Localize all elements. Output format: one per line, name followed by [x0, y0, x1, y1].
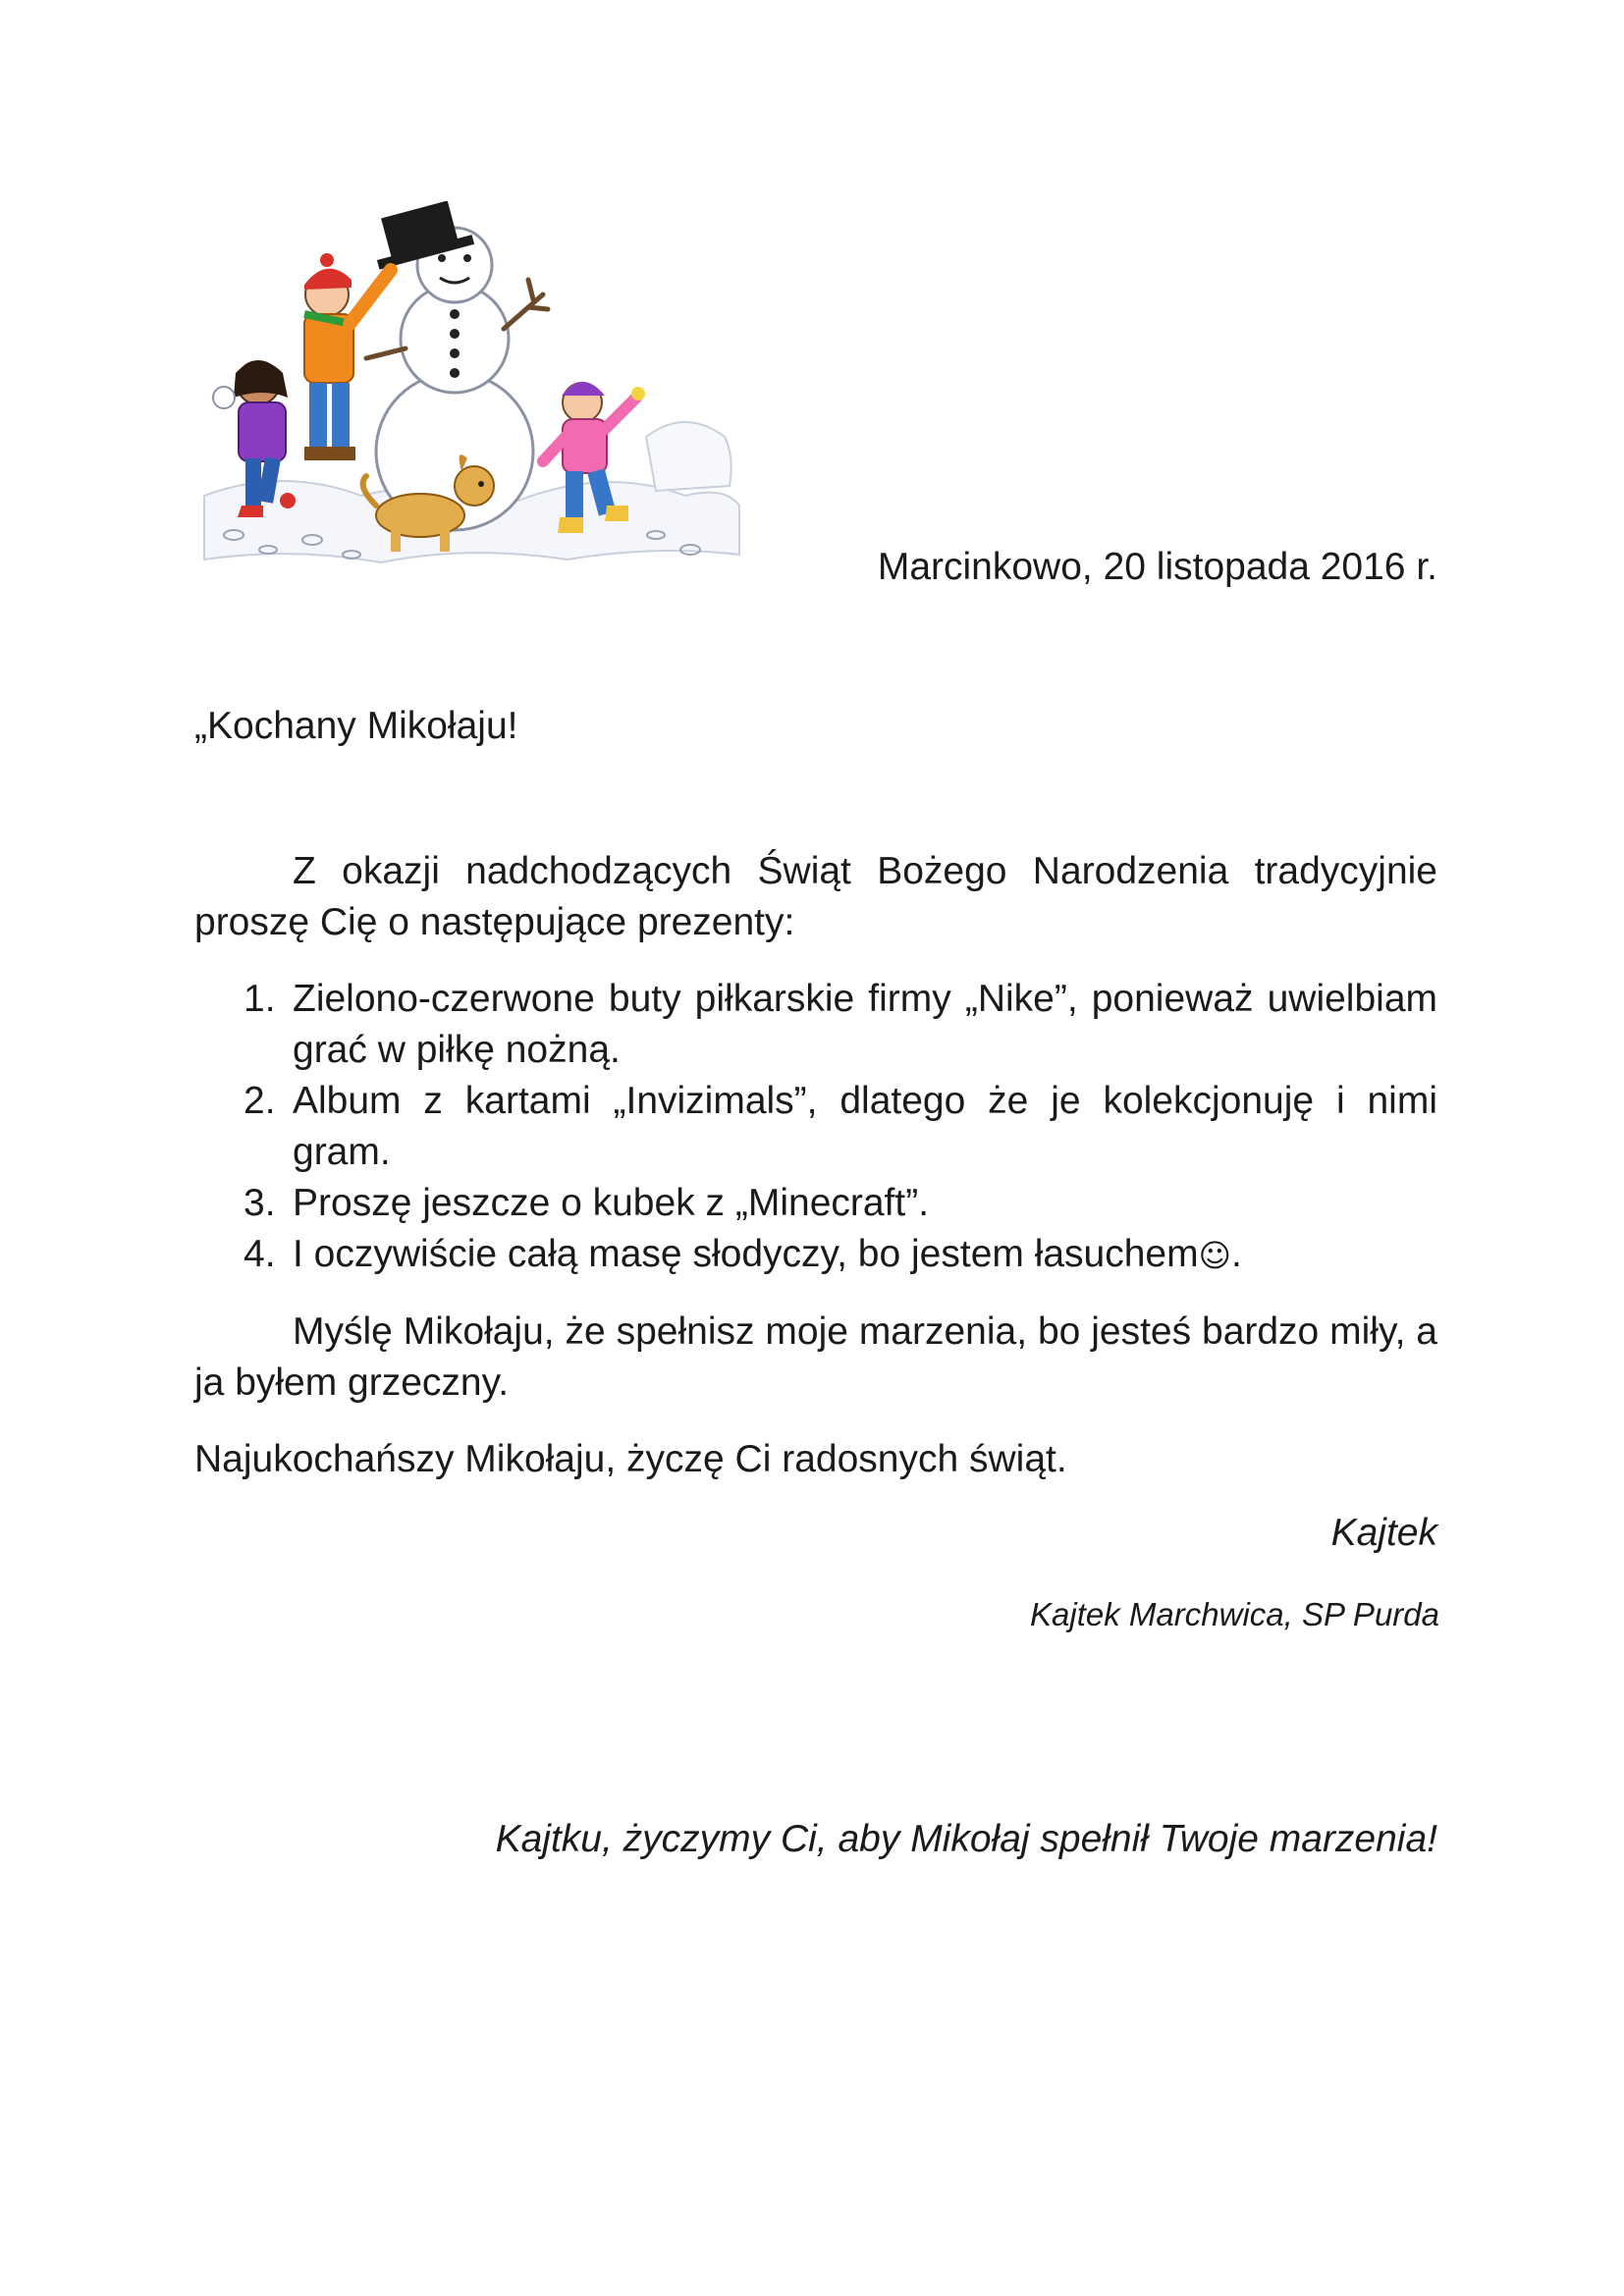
signature: Kajtek [1330, 1512, 1437, 1554]
list-item-text: I oczywiście całą masę słodyczy, bo jestem łasuchem [293, 1233, 1199, 1275]
letter-body [194, 846, 1437, 1485]
list-item-text: Proszę jeszcze o kubek z „Minecraft”. [293, 1182, 930, 1224]
list-item-number: 3. [244, 1182, 276, 1224]
letter-date: Marcinkowo, 20 listopada 2016 r. [877, 546, 1437, 588]
closing-wish: Kajtku, życzymy Ci, aby Mikołaj spełnił Twoje marzenia! [495, 1818, 1437, 1860]
list-item [194, 1076, 1437, 1178]
list-item [194, 974, 1437, 1076]
list-item-suffix: . [1230, 1233, 1242, 1275]
list-item [194, 1229, 1437, 1281]
list-item-text: Album z kartami „Invizimals”, dlatego że je kolekcjonuję i nimi gram. [293, 1080, 1437, 1173]
list-item-number: 2. [244, 1080, 276, 1122]
snowman-children-illustration [194, 201, 744, 589]
letter-greeting: „Kochany Mikołaju! [194, 705, 518, 747]
signature-full-name: Kajtek Marchwica, SP Purda [1030, 1596, 1439, 1632]
list-item [194, 1178, 1437, 1229]
list-item-number: 4. [244, 1233, 276, 1275]
third-paragraph: Najukochańszy Mikołaju, życzę Ci radosnych świąt. [194, 1438, 1067, 1480]
list-item-text: Zielono-czerwone buty piłkarskie firmy „Nike”, ponieważ uwielbiam grać w piłkę nożną. [293, 978, 1437, 1071]
smiley-icon: ☺ [1198, 1237, 1231, 1274]
intro-paragraph: Z okazji nadchodzących Świąt Bożego Narodzenia tradycyjnie proszę Cię o następujące prezenty: [194, 850, 1437, 943]
second-paragraph: Myślę Mikołaju, że spełnisz moje marzenia, bo jesteś bardzo miły, a ja byłem grzeczny. [194, 1310, 1437, 1404]
list-item-number: 1. [244, 978, 276, 1020]
wishlist [194, 974, 1437, 1281]
